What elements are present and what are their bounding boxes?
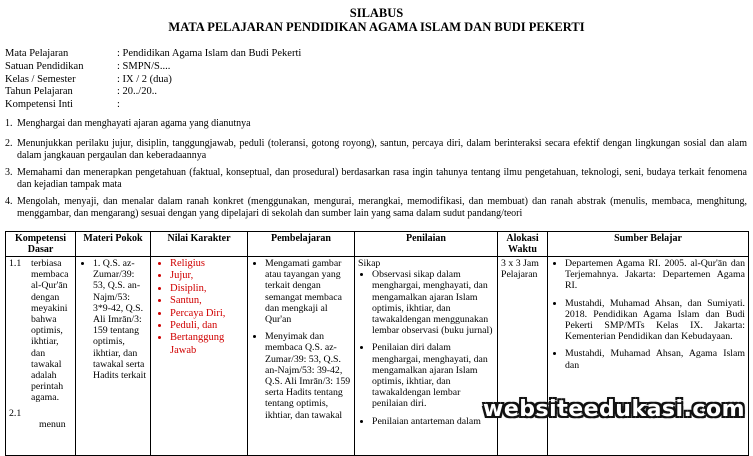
- nilai-item: • Jujur,: [170, 270, 244, 282]
- header-penilaian: Penilaian: [355, 232, 498, 257]
- penilaian-item: • Penilaian antarteman dalam: [372, 416, 494, 427]
- kd-text: terbiasa membaca al-Qur'ān dengan meyakini bahwa optimis, ikhtiar, dan tawakal adalah perintah agama.: [31, 258, 69, 404]
- kd-text: menun: [39, 418, 66, 430]
- kd-item: [9, 408, 72, 419]
- ki-number: 2.: [5, 138, 13, 149]
- kd-number: 1.1: [9, 258, 22, 269]
- meta-row: [5, 74, 301, 87]
- table-header-row: [6, 232, 749, 257]
- cell-alokasi-waktu: 3 x 3 Jam Pelajaran: [498, 257, 548, 456]
- meta-row: [5, 99, 301, 112]
- penilaian-heading: Sikap: [358, 258, 381, 269]
- nilai-item: • Santun,: [170, 295, 244, 307]
- nilai-item: • Percaya Diri,: [170, 308, 244, 320]
- meta-key: Kelas / Semester: [5, 73, 76, 85]
- sumber-item: • Mustahdi, Muhamad Ahsan, Agama Islam dan: [565, 348, 745, 370]
- ki-text: Mengolah, menyaji, dan menalar dalam ranah konkret (menggunakan, mengurai, merangkai, memodifikasi, dan membuat) dan ranah abstrak (menulis, membaca, menghitung, menggambar, dan mengarang) sesuai dengan yang dipelajari di sekolah dan sumber lain yang sama dalam sudut pandang/teori: [17, 196, 747, 220]
- kompetensi-inti-item: [5, 167, 747, 192]
- kd-number: 2.1: [9, 407, 22, 419]
- ki-text: Memahami dan menerapkan pengetahuan (faktual, konseptual, dan prosedural) berdasarkan rasa ingin tahunya tentang ilmu pengetahuan, teknologi, seni, budaya terkait fenomena dan kejadian tampak mata: [17, 167, 747, 191]
- meta-key: Kompetensi Inti: [5, 99, 73, 111]
- cell-pembelajaran: [248, 257, 355, 456]
- kompetensi-inti-item: [5, 138, 747, 163]
- document-subtitle: MATA PELAJARAN PENDIDIKAN AGAMA ISLAM DAN BUDI PEKERTI: [168, 20, 585, 34]
- meta-row: [5, 48, 301, 61]
- cell-nilai-karakter: [151, 257, 248, 456]
- document-title: SILABUS: [349, 6, 404, 20]
- pembelajaran-item: • Menyimak dan membaca Q.S. az-Zumar/39: 53, Q.S. an-Najm/53: 39-42, Q.S. Ali Imrān/3: 159 serta Hadits tentang tentang optimis, ikhtiar, dan tawakal: [265, 331, 351, 421]
- header-kompetensi-dasar: Kompetensi Dasar: [6, 232, 76, 257]
- penilaian-item: • Observasi sikap dalam menghargai, menghayati, dan mengamalkan ajaran Islam optimis, ikhtiar, dan tawakaldengan menggunakan lembar observasi (buku jurnal): [372, 269, 494, 336]
- meta-row: [5, 61, 301, 74]
- materi-item: • 1. Q.S. az-Zumar/39: 53, Q.S. an-Najm/53: 3*9-42, Q.S. Ali Imrān/3: 159 tentang optimis, ikhtiar, dan tawakal serta Hadits terkait: [93, 258, 147, 381]
- ki-number: 1.: [5, 118, 13, 129]
- ki-text: Menunjukkan perilaku jujur, disiplin, tanggungjawab, peduli (toleransi, gotong royong), santun, percaya diri, dalam berinteraksi secara efektif dengan lingkungan sosial dan alam dalam jangkauan pergaulan dan keberadaannya: [17, 138, 747, 162]
- meta-value: : IX / 2 (dua): [117, 73, 172, 85]
- meta-key: Tahun Pelajaran: [5, 86, 73, 98]
- cell-kompetensi-dasar: [6, 257, 76, 456]
- cell-penilaian: [355, 257, 498, 456]
- pembelajaran-item: • Mengamati gambar atau tayangan yang terkait dengan semangat membaca dan mengkaji al Qur'an: [265, 258, 351, 325]
- ki-number: 4.: [5, 196, 13, 207]
- kompetensi-inti-item: [5, 118, 747, 130]
- sumber-item: • Departemen Agama RI. 2005. al-Qur'ān dan Terjemahnya. Jakarta: Departemen Agama RI.: [565, 258, 745, 292]
- meta-key: Satuan Pendidikan: [5, 60, 84, 72]
- ki-text: Menghargai dan menghayati ajaran agama yang dianutnya: [17, 118, 251, 129]
- meta-value: : Pendidikan Agama Islam dan Budi Pekerti: [117, 48, 302, 59]
- cell-materi-pokok: [76, 257, 151, 456]
- header-alokasi-waktu: Alokasi Waktu: [498, 232, 548, 257]
- ki-number: 3.: [5, 167, 13, 178]
- sumber-item: • Mustahdi, Muhamad Ahsan, dan Sumiyati. 2018. Pendidikan Agama Islam dan Budi Pekerti SMP/MTs Kelas IX. Jakarta: Kementerian Pendidikan dan Kebudayaan.: [565, 298, 745, 343]
- table-row: [6, 257, 749, 456]
- penilaian-item: • Penilaian diri dalam menghargai, menghayati, dan mengamalkan ajaran Islam optimis, ikhtiar, dan tawakaldengan lembar penilaian diri.: [372, 342, 494, 409]
- cell-sumber-belajar: [548, 257, 749, 456]
- header-pembelajaran: Pembelajaran: [248, 232, 355, 257]
- syllabus-metadata: [5, 48, 301, 112]
- header-sumber-belajar: Sumber Belajar: [548, 232, 749, 257]
- meta-value: : 20../20..: [117, 86, 157, 98]
- header-materi-pokok: Materi Pokok: [76, 232, 151, 257]
- kompetensi-inti-item: [5, 196, 747, 221]
- meta-value: :: [117, 99, 120, 111]
- nilai-item: • Religius: [170, 258, 244, 270]
- nilai-item: • Peduli, dan: [170, 320, 244, 332]
- nilai-item: • Bertanggung Jawab: [170, 332, 244, 357]
- meta-value: : SMPN/S....: [117, 60, 171, 72]
- kd-item: [9, 258, 72, 404]
- meta-row: [5, 86, 301, 99]
- watermark-logo: websiteedukasi.com: [483, 397, 745, 422]
- nilai-item: • Disiplin,: [170, 283, 244, 295]
- syllabus-table: [5, 231, 749, 456]
- meta-key: Mata Pelajaran: [5, 48, 69, 59]
- header-nilai-karakter: Nilai Karakter: [151, 232, 248, 257]
